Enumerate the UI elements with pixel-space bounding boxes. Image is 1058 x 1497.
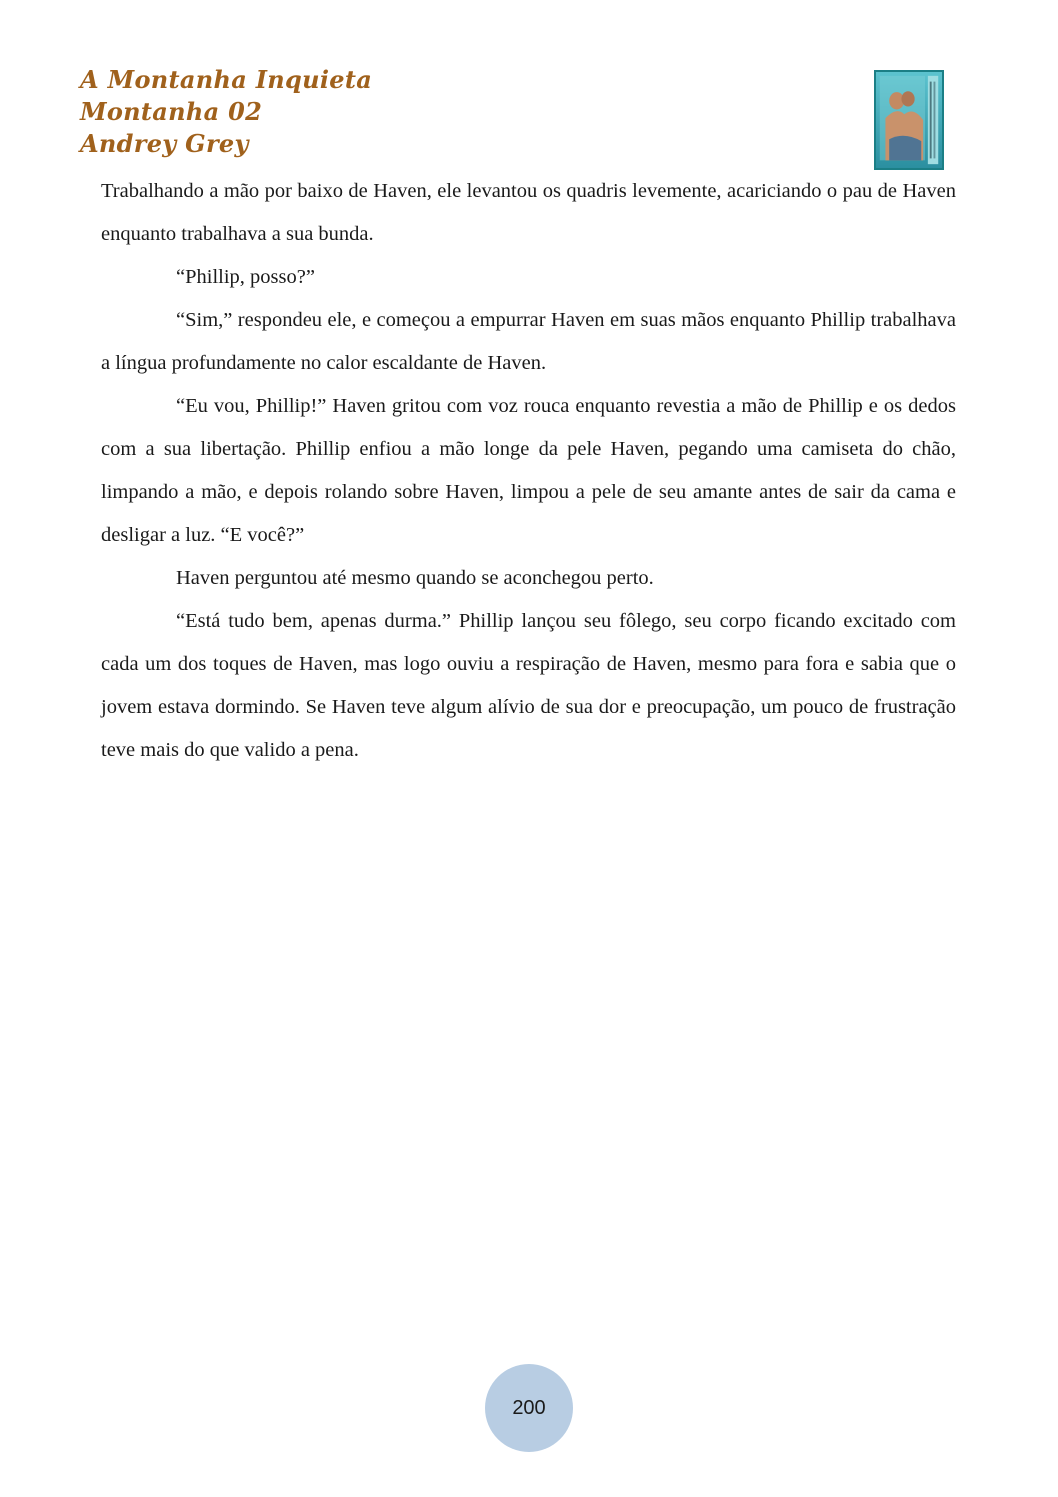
book-cover-image: [876, 72, 942, 168]
page-number-badge: 200: [485, 1364, 573, 1452]
author-name: Andrey Grey: [80, 129, 249, 158]
book-title: A Montanha Inquieta: [80, 65, 373, 94]
chapter-body: [101, 170, 956, 772]
paragraph: “Phillip, posso?”: [176, 266, 315, 288]
paragraph: Trabalhando a mão por baixo de Haven, ele levantou os quadris levemente, acariciando o pau de Haven enquanto trabalhava a sua bunda.: [101, 180, 956, 245]
series-label: Montanha 02: [80, 97, 263, 126]
paragraph: “Está tudo bem, apenas durma.” Phillip lançou seu fôlego, seu corpo ficando excitado com cada um dos toques de Haven, mas logo ouviu a respiração de Haven, mesmo para fora e sabia que o jovem estava dormindo. Se Haven teve algum alívio de sua dor e preocupação, um pouco de frustração teve mais do que valido a pena.: [101, 610, 956, 761]
paragraph: Haven perguntou até mesmo quando se aconchegou perto.: [176, 567, 654, 589]
running-header: [80, 64, 400, 160]
book-cover-thumbnail: [874, 70, 944, 170]
paragraph: “Sim,” respondeu ele, e começou a empurrar Haven em suas mãos enquanto Phillip trabalhava a língua profundamente no calor escaldante de Haven.: [101, 309, 956, 374]
paragraph: “Eu vou, Phillip!” Haven gritou com voz rouca enquanto revestia a mão de Phillip e os dedos com a sua libertação. Phillip enfiou a mão longe da pele Haven, pegando uma camiseta do chão, limpando a mão, e depois rolando sobre Haven, limpou a pele de seu amante antes de sair da cama e desligar a luz. “E você?”: [101, 395, 956, 546]
